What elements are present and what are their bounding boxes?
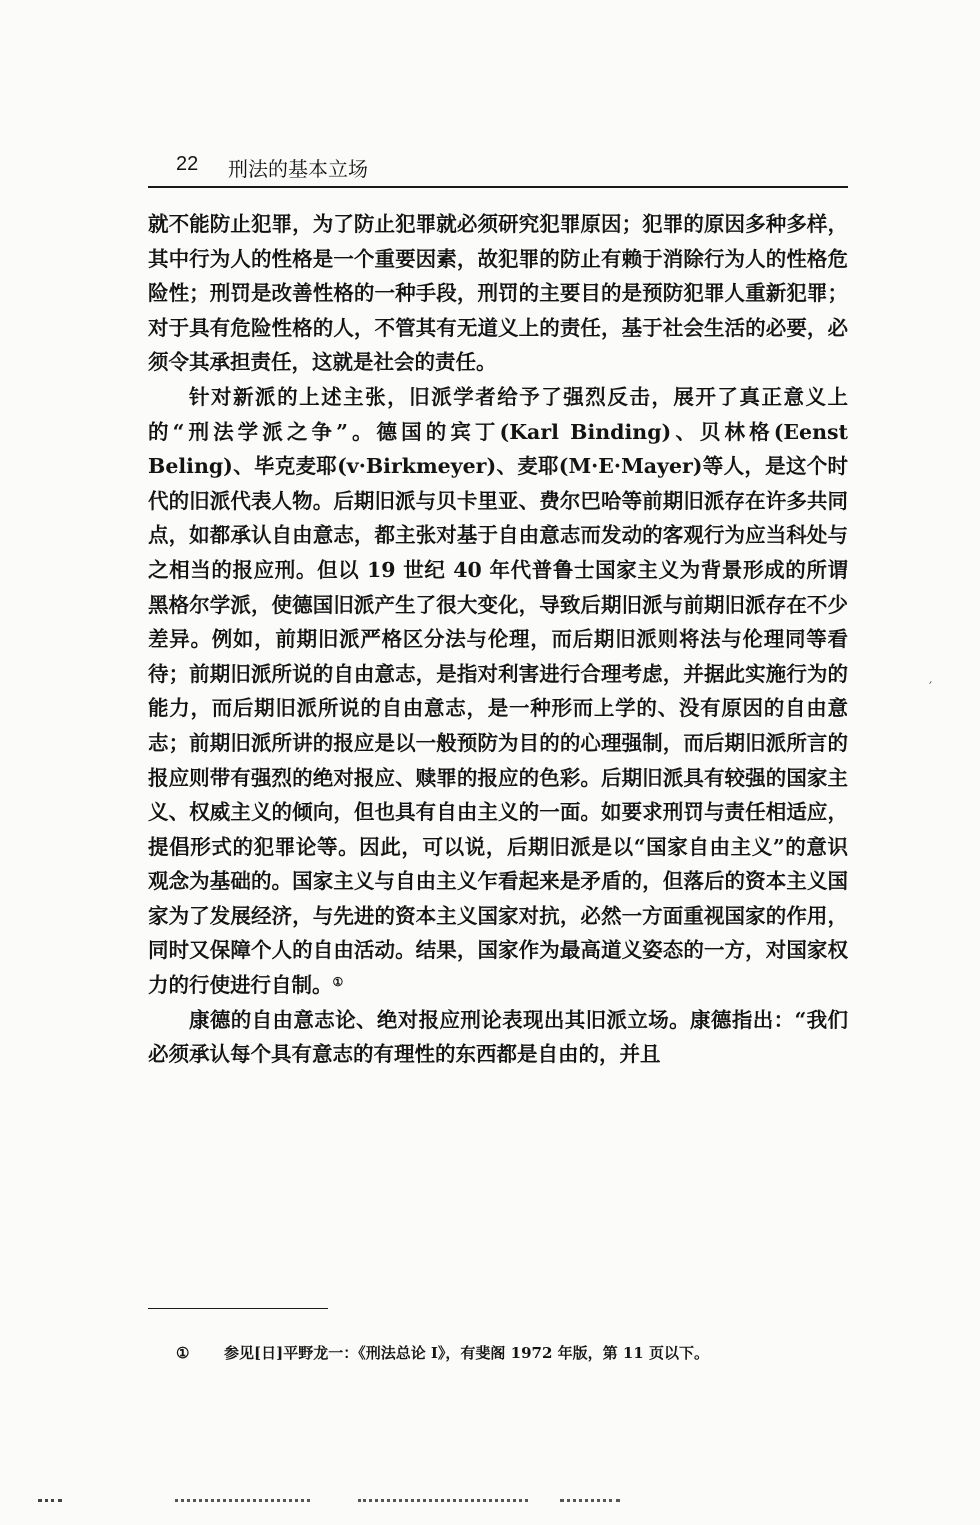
paragraph-old-school — [148, 380, 848, 1003]
body-text — [148, 207, 848, 1072]
paragraph-kant: 康德的自由意志论、绝对报应刑论表现出其旧派立场。康德指出：“我们必须承认每个具有意志的有理性的东西都是自由的，并且 — [148, 1007, 848, 1067]
paragraph-continued: 就不能防止犯罪，为了防止犯罪就必须研究犯罪原因；犯罪的原因多种多样，其中行为人的性格是一个重要因素，故犯罪的防止有赖于消除行为人的性格危险性；刑罚是改善性格的一种手段，刑罚的主要目的是预防犯罪人重新犯罪；对于具有危险性格的人，不管其有无道义上的责任，基于社会生活的必要，必须令其承担责任，这就是社会的责任。 — [148, 212, 848, 375]
paragraph-text: 针对新派的上述主张，旧派学者给予了强烈反击，展开了真正意义上的“刑法学派之争”。德国的宾丁(Karl Binding)、贝林格(Eenst Beling)、毕克麦耶(v·Birkmeyer)、麦耶(M·E·Mayer)等人，是这个时代的旧派代表人物。后期旧派与贝卡里亚、费尔巴哈等前期旧派存在许多共同点，如都承认自由意志，都主张对基于自由意志而发动的客观行为应当科处与之相当的报应刑。但以 19 世纪 40 年代普鲁士国家主义为背景形成的所谓黑格尔学派，使德国旧派产生了很大变化，导致后期旧派与前期旧派存在不少差异。例如，前期旧派严格区分法与伦理，而后期旧派则将法与伦理同等看待；前期旧派所说的自由意志，是指对利害进行合理考虑，并据此实施行为的能力，而后期旧派所说的自由意志，是一种形而上学的、没有原因的自由意志；前期旧派所讲的报应是以一般预防为目的的心理强制，而后期旧派所言的报应则带有强烈的绝对报应、赎罪的报应的色彩。后期旧派具有较强的国家主义、权威主义的倾向，但也具有自由主义的一面。如要求刑罚与责任相适应，提倡形式的犯罪论等。因此，可以说，后期旧派是以“国家自由主义”的意识观念为基础的。国家主义与自由主义乍看起来是矛盾的，但落后的资本主义国家为了发展经济，与先进的资本主义国家对抗，必然一方面重视国家的作用，同时又保障个人的自由活动。结果，国家作为最高道义姿态的一方，对国家权力的行使进行自制。 — [148, 384, 848, 998]
stray-scan-mark: ′ — [929, 680, 933, 696]
footnote — [176, 1342, 709, 1363]
footnote-text: 参见[日]平野龙一：《刑法总论 I》，有斐阁 1972 年版，第 11 页以下。 — [224, 1344, 709, 1362]
running-header — [148, 150, 848, 188]
scan-artifact — [38, 1499, 62, 1506]
footnote-reference: ① — [332, 975, 344, 990]
scan-artifact — [358, 1499, 528, 1506]
footnote-mark: ① — [176, 1344, 190, 1362]
page-number: 22 — [176, 153, 199, 175]
scan-artifact — [560, 1499, 620, 1506]
scan-artifact — [175, 1499, 310, 1506]
footnote-divider — [148, 1308, 328, 1309]
running-title: 刑法的基本立场 — [228, 157, 368, 181]
